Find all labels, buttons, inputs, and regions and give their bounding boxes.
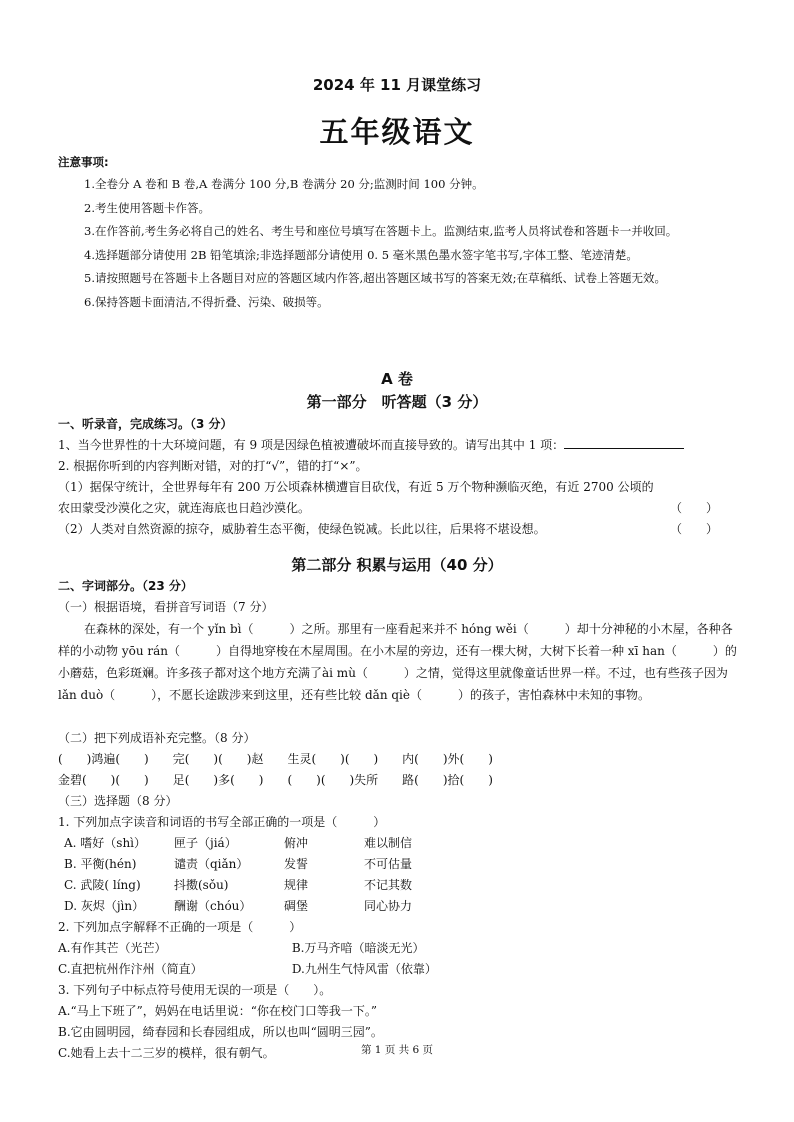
- mc1-option: [58, 833, 742, 854]
- part1-title: 第一部分 听答题（3 分）: [306, 393, 488, 411]
- idioms-row: 金碧( )( ) 足( )多( ) ( )( )失所 路( )拾( ): [58, 773, 493, 787]
- option-cell: 难以制信: [364, 836, 413, 850]
- answer-paren[interactable]: （）: [669, 522, 742, 536]
- option-cell: 谴责（qiǎn）: [174, 857, 249, 871]
- mc3-stem: 3. 下列句子中标点符号使用无误的一项是（ ）。: [58, 983, 332, 997]
- question-2-1-line-a: （1）据保守统计，全世界每年有 200 万公顷森林横遭盲目砍伐，有近 5 万个物种濒临灭绝，有近 2700 公顷的: [58, 480, 654, 494]
- idioms-row: ( )鸿遍( ) 完( )( )赵 生灵( )( ) 内( )外( ): [58, 752, 493, 766]
- section-a-title: A 卷: [381, 370, 413, 388]
- option-cell: B.万马齐喑（暗淡无光）: [291, 941, 425, 955]
- option-cell: 酬谢（chóu）: [174, 899, 252, 913]
- question-1-text: 1、当今世界性的十大环境问题，有 9 项是因绿色植被遭破坏而直接导致的。请写出其中 1 项：: [58, 438, 565, 452]
- question-2-1-text: 农田蒙受沙漠化之灾，就连海底也日趋沙漠化。: [58, 501, 311, 515]
- part1-heading: 一、听录音，完成练习。（3 分）: [58, 417, 233, 431]
- page-footer: 第 1 页 共 6 页: [360, 1044, 434, 1056]
- option-cell: 匣子（jiá）: [174, 836, 237, 850]
- notes-section: [58, 151, 743, 315]
- notes-heading: 注意事项:: [58, 155, 109, 169]
- option-cell: 俯冲: [284, 836, 309, 850]
- mc3-option: A.“马上下班了”，妈妈在电话里说：“你在校门口等我一下。”: [58, 1004, 378, 1018]
- exam-main-title: 五年级语文: [319, 115, 475, 149]
- option-cell: A. 嗜好（shì）: [64, 836, 147, 850]
- option-cell: C. 武陵( líng): [64, 878, 141, 892]
- mc2-option-row: [58, 959, 742, 980]
- notes-item: 2.考生使用答题卡作答。: [84, 200, 210, 215]
- part2-heading: 二、字词部分。（23 分）: [58, 579, 193, 593]
- question-1: [58, 435, 742, 456]
- part1-block: [58, 414, 742, 540]
- mc1-option: [58, 875, 742, 896]
- notes-item: 5.请按照题号在答题卡上各题目对应的答题区域内作答,超出答题区域书写的答案无效;在草稿纸、试卷上答题无效。: [84, 271, 666, 285]
- question-2-2-text: （2）人类对自然资源的掠夺，威胁着生态平衡，使绿色锐减。长此以往，后果将不堪设想。: [58, 522, 546, 536]
- sub-section-1: （一）根据语境，看拼音写词语（7 分）: [58, 600, 274, 614]
- option-cell: 碉堡: [284, 899, 309, 913]
- option-cell: 发誓: [284, 857, 309, 871]
- mc3-option: B.它由圆明园，绮春园和长春园组成，所以也叫“圆明三园”。: [58, 1025, 383, 1039]
- part2-title: 第二部分 积累与运用（40 分）: [291, 556, 503, 574]
- notes-item: 3.在作答前,考生务必将自己的姓名、考生号和座位号填写在答题卡上。监测结束,监考人员将试卷和答题卡一并收回。: [84, 224, 678, 238]
- mc1-option: [58, 854, 742, 875]
- mc2-option-row: [58, 938, 742, 959]
- question-2-1-line-b: [58, 498, 742, 519]
- part2-block: [58, 576, 742, 1064]
- pinyin-passage: 在森林的深处，有一个 yǐn bì（ ）之所。那里有一座看起来并不 hóng wěi（ ）却十分神秘的小木屋，各种各样的小动物 yōu rán（ ）自得地穿梭在木屋周围。在小木屋的旁边，还有一棵大树，大树下长着一种 xī han（ ）的小蘑菇，色彩斑斓。许多孩子都对这个地方充满了ài mù（ ）之情，觉得这里就像童话世界一样。不过，也有些孩子因为 lǎn duò（ ），不愿长途跋涉来到这里，还有些比较 dǎn qiè（ ）的孩子，害怕森林中未知的事物。: [58, 622, 737, 702]
- option-cell: C.直把杭州作汴州（简直）: [58, 962, 203, 976]
- mc2-stem: 2. 下列加点字解释不正确的一项是（ ）: [58, 920, 302, 934]
- option-cell: 抖擞(sǒu): [174, 878, 229, 892]
- question-2: 2. 根据你听到的内容判断对错，对的打“√”，错的打“×”。: [58, 459, 368, 473]
- option-cell: 不可估量: [364, 857, 413, 871]
- option-cell: D. 灰烬（jìn）: [64, 899, 145, 913]
- option-cell: 规律: [284, 878, 309, 892]
- sub-section-2: （二）把下列成语补充完整。（8 分）: [58, 731, 256, 745]
- option-cell: B. 平衡(hén): [64, 857, 137, 871]
- answer-paren[interactable]: （）: [669, 501, 742, 515]
- mc3-option: C.她看上去十二三岁的模样，很有朝气。: [58, 1046, 275, 1060]
- notes-item: 6.保持答题卡面清洁,不得折叠、污染、破损等。: [84, 294, 329, 309]
- question-2-2: [58, 519, 742, 540]
- option-cell: A.有作其芒（光芒）: [58, 941, 167, 955]
- mc1-option: [58, 896, 742, 917]
- sub-section-3: （三）选择题（8 分）: [58, 794, 178, 808]
- notes-item: 4.选择题部分请使用 2B 铅笔填涂;非选择题部分请使用 0. 5 毫米黑色墨水签字笔书写,字体工整、笔迹清楚。: [84, 247, 638, 262]
- option-cell: 不记其数: [364, 878, 413, 892]
- answer-blank[interactable]: [564, 436, 684, 449]
- exam-date-title: 2024 年 11 月课堂练习: [312, 76, 482, 94]
- notes-item: 1.全卷分 A 卷和 B 卷,A 卷满分 100 分,B 卷满分 20 分;监测时间 100 分钟。: [84, 177, 484, 191]
- option-cell: 同心协力: [364, 899, 413, 913]
- mc1-stem: 1. 下列加点字读音和词语的书写全部正确的一项是（ ）: [58, 815, 386, 829]
- option-cell: D.九州生气恃风雷（依靠）: [291, 962, 437, 976]
